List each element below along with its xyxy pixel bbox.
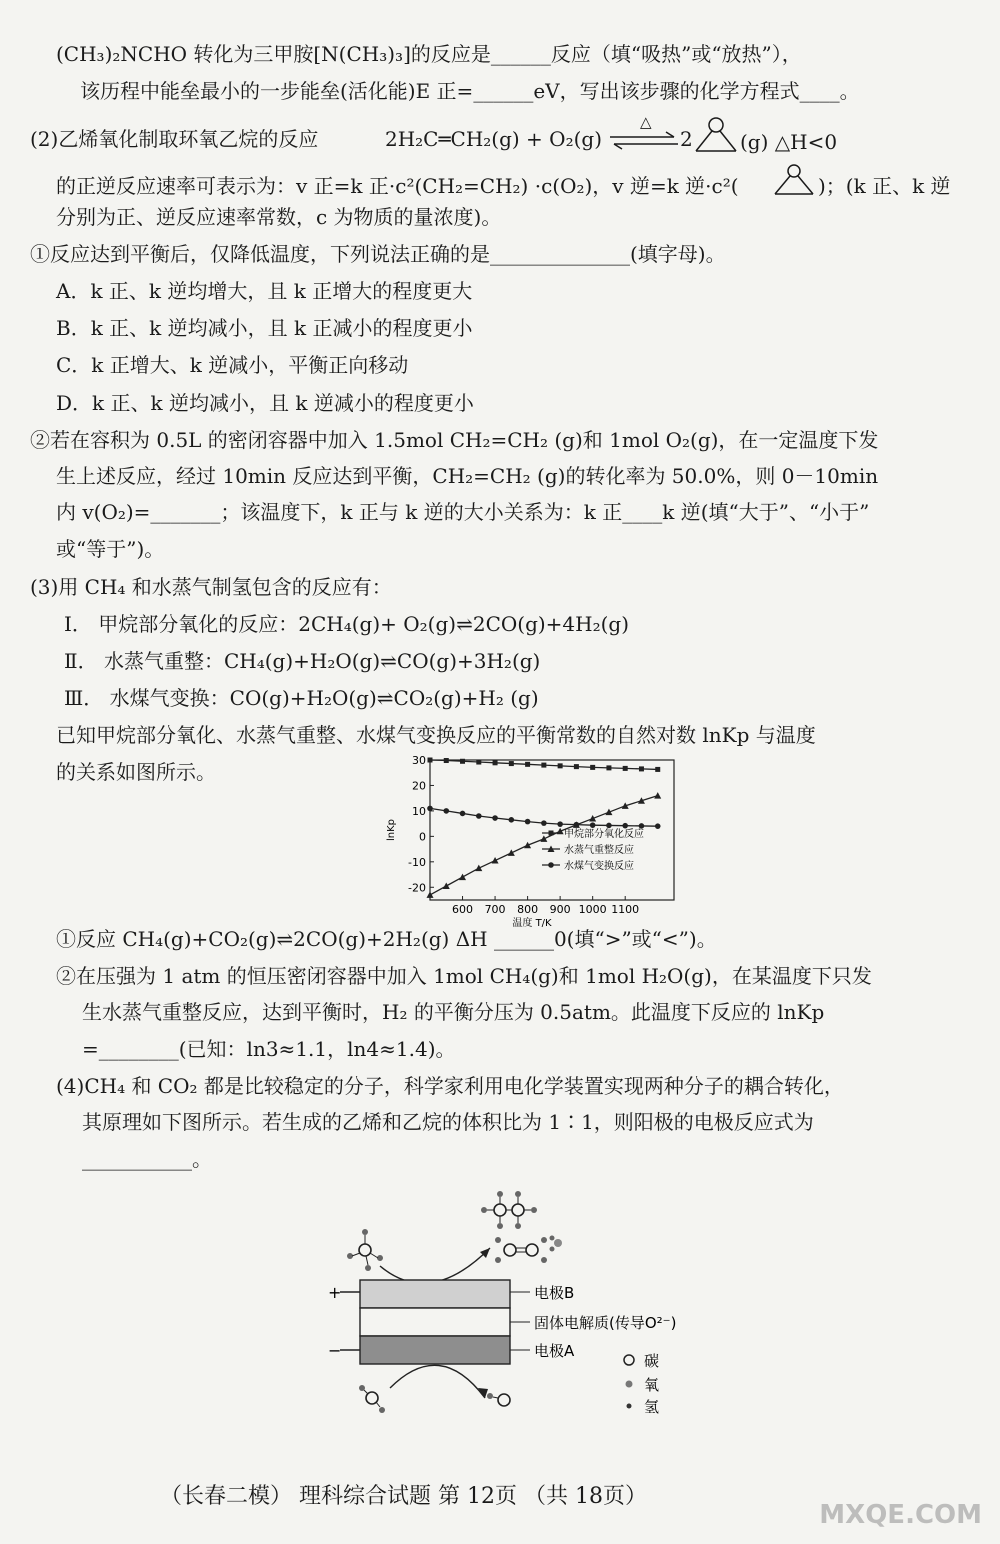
- negative-sign: −: [328, 1341, 342, 1360]
- electrode-a: [360, 1336, 510, 1364]
- epoxide-ring-icon: [770, 162, 818, 198]
- data-point: [508, 849, 515, 856]
- data-point: [460, 759, 465, 764]
- reaction-1: Ⅰ． 甲烷部分氧化的反应：2CH₄(g)+ O₂(g)⇌2CO(g)+4H₂(g): [64, 612, 630, 636]
- y-tick-label: -20: [408, 881, 426, 895]
- data-point: [606, 765, 611, 770]
- lnkp-chart: [380, 748, 690, 929]
- label-electrode-b: 电极B: [534, 1284, 575, 1302]
- data-point: [427, 806, 433, 812]
- solid-electrolyte: [360, 1308, 510, 1336]
- data-point: [541, 763, 546, 768]
- text-line: ①反应达到平衡后，仅降低温度，下列说法正确的是______________(填字母)。: [30, 242, 726, 266]
- data-point: [655, 767, 660, 772]
- data-point: [655, 823, 661, 829]
- page-footer: （长春二模） 理科综合试题 第 12页 （共 18页）: [160, 1484, 647, 1509]
- data-point: [492, 815, 498, 821]
- hydrogen-legend-icon: [627, 1404, 632, 1409]
- data-point: [476, 813, 482, 819]
- y-axis-label: lnKp: [386, 818, 397, 842]
- y-tick-label: -10: [408, 855, 426, 869]
- data-point: [427, 891, 434, 898]
- electrode-b: [360, 1280, 510, 1308]
- methane-molecule: [347, 1229, 383, 1271]
- y-tick-label: 30: [412, 754, 426, 767]
- co-molecule: [487, 1393, 510, 1406]
- data-point: [444, 758, 449, 763]
- epoxide-ring-icon: [690, 115, 742, 155]
- data-point: [541, 820, 547, 826]
- electrochem-diagram: [320, 1188, 700, 1428]
- text-line: 已知甲烷部分氧化、水蒸气重整、水煤气变换反应的平衡常数的自然对数 lnKp 与温度: [56, 723, 816, 747]
- data-point: [590, 822, 596, 828]
- y-tick-label: 20: [412, 779, 426, 793]
- data-point: [557, 828, 564, 835]
- label-electrolyte: 固体电解质(传导O²⁻): [534, 1314, 677, 1332]
- reversible-arrow-icon: [608, 130, 680, 152]
- data-point: [574, 764, 579, 769]
- legend-marker: [548, 862, 554, 868]
- y-tick-label: 0: [419, 830, 426, 844]
- data-point: [524, 842, 531, 849]
- text-line: ①反应 CH₄(g)+CO₂(g)⇌2CO(g)+2H₂(g) ΔH ______0(填“>”或“<”)。: [56, 927, 717, 951]
- legend-label: 甲烷部分氧化反应: [564, 829, 644, 840]
- x-tick-label: 900: [549, 903, 571, 916]
- data-point: [623, 766, 628, 771]
- data-point: [622, 823, 628, 829]
- data-point: [443, 883, 450, 890]
- data-point: [475, 865, 482, 872]
- text-line: (4)CH₄ 和 CO₂ 都是比较稳定的分子，科学家利用电化学装置实现两种分子的耦合转化，: [56, 1074, 844, 1098]
- legend-carbon: 碳: [644, 1352, 660, 1370]
- data-point: [654, 792, 661, 799]
- option-c: C．k 正增大、k 逆减小，平衡正向移动: [56, 353, 409, 377]
- text-line: 生上述反应，经过 10min 反应达到平衡，CH₂=CH₂ (g)的转化率为 50.0%，则 0－10min: [56, 464, 879, 488]
- reaction-3: Ⅲ． 水煤气变换：CO(g)+H₂O(g)⇌CO₂(g)+H₂ (g): [64, 686, 539, 710]
- text-line: ②在压强为 1 atm 的恒压密闭容器中加入 1mol CH₄(g)和 1mol H₂O(g)，在某温度下只发: [56, 964, 872, 988]
- option-b: B．k 正、k 逆均减小，且 k 正减小的程度更小: [56, 316, 473, 340]
- x-tick-label: 1100: [611, 903, 640, 916]
- oxygen-legend-icon: [626, 1381, 633, 1388]
- legend-label: 水蒸气重整反应: [564, 845, 634, 856]
- data-point: [525, 819, 531, 825]
- data-point: [428, 758, 433, 763]
- positive-sign: +: [328, 1283, 342, 1302]
- answer-blank: ___________。: [82, 1147, 212, 1171]
- coefficient: 2: [680, 127, 693, 151]
- equation-products: (g) △H<0: [740, 130, 838, 154]
- data-point: [492, 857, 499, 864]
- text-line: 生水蒸气重整反应，达到平衡时，H₂ 的平衡分压为 0.5atm。此温度下反应的 lnKp: [82, 1000, 825, 1024]
- legend-label: 水煤气变换反应: [564, 861, 634, 872]
- text-line: 分别为正、逆反应速率常数，c 为物质的量浓度)。: [56, 205, 502, 229]
- data-point: [443, 808, 449, 814]
- text-line: 其原理如下图所示。若生成的乙烯和乙烷的体积比为 1∶1，则阳极的电极反应式为: [82, 1110, 814, 1134]
- data-point: [459, 874, 466, 881]
- text-line: 该历程中能垒最小的一步能垒(活化能)E 正=______eV，写出该步骤的化学方程式____。: [80, 79, 860, 103]
- x-tick-label: 700: [484, 903, 506, 916]
- reaction-2: Ⅱ． 水蒸气重整：CH₄(g)+H₂O(g)⇌CO(g)+3H₂(g): [64, 649, 541, 673]
- data-point: [639, 766, 644, 771]
- data-point: [509, 817, 515, 823]
- x-tick-label: 800: [517, 903, 539, 916]
- data-point: [574, 822, 580, 828]
- text-line: (2)乙烯氧化制取环氧乙烷的反应: [30, 127, 319, 151]
- watermark: MXQE.COM: [819, 1500, 982, 1530]
- ethane-molecule: [481, 1191, 537, 1229]
- data-point: [605, 809, 612, 816]
- data-point: [476, 760, 481, 765]
- x-tick-label: 1000: [578, 903, 607, 916]
- x-tick-label: 600: [452, 903, 474, 916]
- data-point: [493, 760, 498, 765]
- data-point: [590, 765, 595, 770]
- data-point: [558, 763, 563, 768]
- x-axis-label: 温度 T/K: [512, 918, 552, 929]
- data-point: [540, 835, 547, 842]
- text-line: (CH₃)₂NCHO 转化为三甲胺[N(CH₃)₃]的反应是______反应（填“吸热”或“放热”），: [56, 42, 802, 66]
- option-a: A．k 正、k 逆均增大，且 k 正增大的程度更大: [56, 279, 473, 303]
- legend-hydrogen: 氢: [644, 1398, 660, 1416]
- text-line: 的关系如图所示。: [56, 760, 216, 784]
- text-line: (3)用 CH₄ 和水蒸气制氢包含的反应有：: [30, 575, 392, 599]
- water-molecule: [550, 1236, 563, 1252]
- ethylene-molecule: [495, 1237, 547, 1263]
- text-line: 或“等于”)。: [56, 537, 165, 561]
- option-d: D．k 正、k 逆均减小，且 k 逆减小的程度更小: [56, 391, 474, 415]
- carbon-legend-icon: [624, 1355, 634, 1365]
- legend-oxygen: 氧: [644, 1376, 660, 1394]
- text-line: =________(已知：ln3≈1.1，ln4≈1.4)。: [82, 1037, 456, 1061]
- text-line: 的正逆反应速率可表示为：v 正=k 正·c²(CH₂=CH₂) ·c(O₂)，v 逆=k 逆·c²(: [56, 174, 739, 198]
- text-line: ②若在容积为 0.5L 的密闭容器中加入 1.5mol CH₂=CH₂ (g)和 1mol O₂(g)，在一定温度下发: [30, 428, 879, 452]
- data-point: [606, 823, 612, 829]
- data-point: [589, 815, 596, 822]
- y-tick-label: 10: [412, 804, 426, 818]
- text-line: 内 v(O₂)=_______；该温度下，k 正与 k 逆的大小关系为：k 正____k 逆(填“大于”、“小于”: [56, 500, 870, 524]
- data-point: [509, 761, 514, 766]
- data-point: [557, 821, 563, 827]
- text-line: )；(k 正、k 逆: [818, 174, 951, 198]
- label-electrode-a: 电极A: [534, 1342, 575, 1360]
- data-point: [639, 823, 645, 829]
- heat-condition: △: [640, 113, 652, 131]
- equation-reactants: 2H₂C═CH₂(g) + O₂(g): [385, 127, 602, 151]
- data-point: [525, 762, 530, 767]
- co2-molecule: [359, 1385, 385, 1413]
- data-point: [460, 811, 466, 817]
